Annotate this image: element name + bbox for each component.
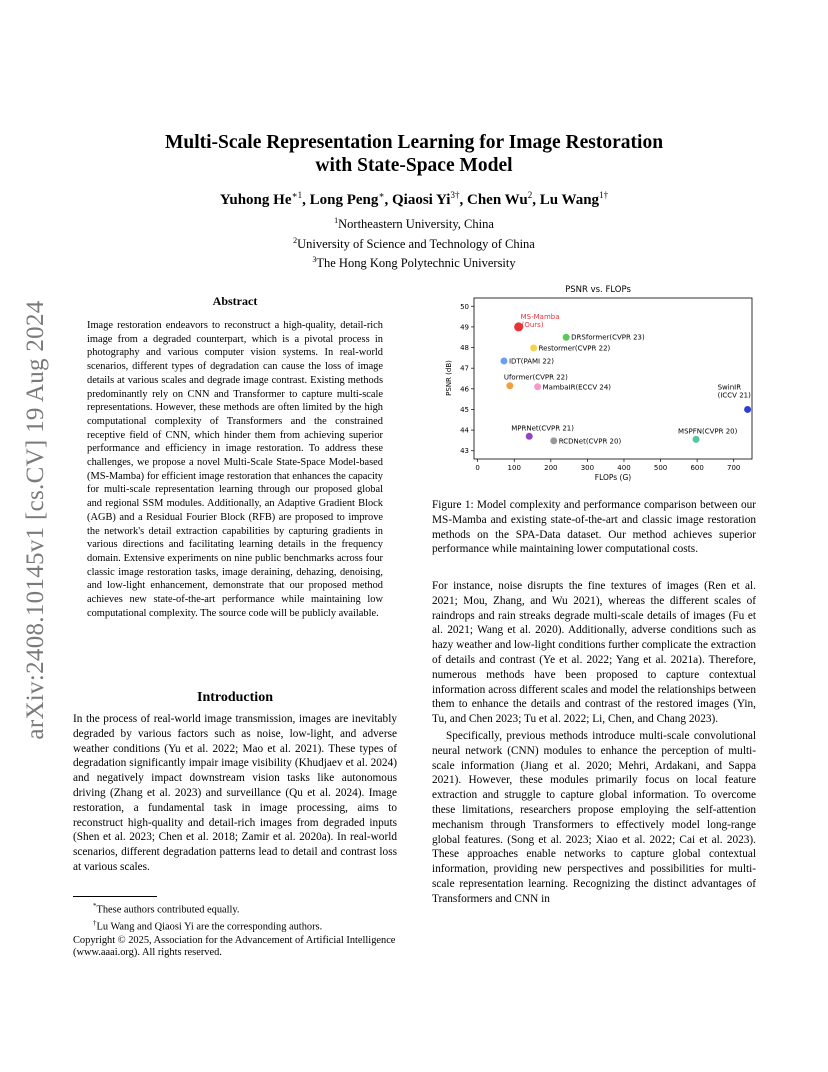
chart-title: PSNR vs. FLOPs xyxy=(565,285,631,295)
point-label: Uformer(CVPR 22) xyxy=(503,373,568,382)
author-list: Yuhong $He^{∗1}$, Long Peng∗, Qiaosi $Yi^{3\dagger}$, Chen Wu$^2$, Lu Wang$^{1\dagger}$ xyxy=(219,190,609,208)
abstract-heading: Abstract xyxy=(212,294,258,308)
x-tick-label: 0 xyxy=(475,464,480,472)
footnote-text: Lu Wang and Qiaosi Yi are the corresponding authors. xyxy=(96,921,323,933)
footnote-2 xyxy=(73,917,403,934)
affiliation-line xyxy=(0,252,828,272)
data-point xyxy=(506,382,513,389)
author-sup: ∗1 xyxy=(291,190,303,200)
author-sup: 3† xyxy=(450,190,460,200)
x-tick-label: 100 xyxy=(507,464,521,472)
y-axis-label: PSNR (dB) xyxy=(445,360,453,396)
footnote-rule xyxy=(73,896,157,897)
point-label-line2: (ICCV 21) xyxy=(717,391,751,400)
y-tick-label: 47 xyxy=(460,364,469,373)
intro-paragraph-1: In the process of real-world image transmission, images are inevitably degraded by various factors such as noise, low-light, and adverse weather conditions (Yu et al. 2022; Mao et al. 2021). These types of degradation significantly impair image visibility (Khudjaev et al. 2024) and negatively impact downstream vision tasks like autonomous driving (Zhang et al. 2023) and surveillance (Qu et al. 2024). Image restoration, a fundamental task in image processing, aims to reconstruct high-quality and detail-rich images from degraded inputs (Shen et al. 2023; Chen et al. 2018; Zamir et al. 2020a). In real-world scenarios, different degradation patterns lead to detail and contrast loss at various scales. xyxy=(73,713,397,873)
intro-column-right xyxy=(432,579,756,907)
point-label: MS-Mamba xyxy=(520,312,560,321)
data-point xyxy=(530,344,537,351)
y-tick-label: 50 xyxy=(460,302,469,311)
data-point xyxy=(563,334,570,341)
footnotes xyxy=(73,900,403,960)
affiliation-text: The Hong Kong Polytechnic University xyxy=(316,256,516,271)
affiliations xyxy=(0,213,828,272)
affiliation-line xyxy=(0,213,828,233)
footnote-text: These authors contributed equally. xyxy=(96,904,240,916)
introduction-heading: Introduction xyxy=(197,690,273,705)
footnote-mark: * xyxy=(93,902,97,910)
title-line-2: with State-Space Model xyxy=(315,155,513,176)
y-tick-label: 44 xyxy=(460,426,469,435)
x-tick-label: 600 xyxy=(690,464,704,472)
x-axis-label: FLOPs (G) xyxy=(594,473,632,482)
y-tick-label: 48 xyxy=(460,344,469,353)
data-point xyxy=(534,383,541,390)
data-point xyxy=(550,437,557,444)
point-label: DRSformer(CVPR 23) xyxy=(571,333,645,342)
affiliation-sup: 1 xyxy=(334,216,339,225)
copyright-notice: Copyright © 2025, Association for the Advancement of Artificial Intelligence (www.aaai.org). All rights reserved. xyxy=(73,934,396,959)
arxiv-identifier: arXiv:2408.10145v1 [cs.CV] 19 Aug 2024 xyxy=(22,300,49,740)
author-name: Chen Wu xyxy=(466,192,528,208)
point-label: Restormer(CVPR 22) xyxy=(538,344,611,353)
point-label: MPRNet(CVPR 21) xyxy=(511,424,575,433)
point-label: SwinIR xyxy=(717,383,742,392)
affiliation-text: University of Science and Technology of China xyxy=(297,236,535,251)
author-sup: 1† xyxy=(599,190,609,200)
affiliation-text: Northeastern University, China xyxy=(338,217,494,232)
arxiv-sidebar xyxy=(22,280,50,760)
x-tick-label: 500 xyxy=(653,464,668,472)
y-axis-ticks xyxy=(460,303,474,455)
x-tick-label: 300 xyxy=(580,464,595,472)
intro-paragraph-2: For instance, noise disrupts the fine textures of images (Ren et al. 2021; Mou, Zhang, and Wu 2021), whereas the different scales of raindrops and rain streaks degrade multi-scale details of images (Fu et al. 2021; Wang et al. 2020). Additionally, adverse conditions such as hazy weather and low-light conditions further complicate the extraction of details and contrast (Ye et al. 2022; Yang et al. 2021a). Therefore, numerous methods have been proposed to capture contextual information across different scales and model the relationships between them to enhance the details and contrast of the restored images (Yin, Tu, and Chen 2023; Tu et al. 2022; Li, Chen, and Chang 2023). xyxy=(432,580,756,726)
data-point xyxy=(500,357,507,364)
point-label: MambaIR(ECCV 24) xyxy=(542,383,612,392)
title-line-1: Multi-Scale Representation Learning for Image Restoration xyxy=(164,132,664,153)
data-point xyxy=(693,436,700,443)
data-point xyxy=(526,433,533,440)
author-name: Yuhong He xyxy=(219,192,292,208)
x-tick-label: 400 xyxy=(617,464,631,472)
author-name: Long Peng xyxy=(309,192,379,208)
affiliation-sup: 2 xyxy=(293,235,298,245)
y-tick-label: 49 xyxy=(460,323,469,332)
author-sup: ∗ xyxy=(378,190,385,200)
author-sup: 2 xyxy=(527,190,533,200)
footnote-1 xyxy=(73,900,403,917)
intro-column-left xyxy=(73,712,397,875)
figure-caption: Figure 1: Model complexity and performance comparison between our MS-Mamba and existing state-of-the-art and classic image restoration methods on the SPA-Data dataset. Our method achieves superior performance while maintaining lower computational costs. xyxy=(432,499,756,556)
footnote-mark: † xyxy=(93,919,97,928)
point-label: RCDNet(CVPR 20) xyxy=(558,437,622,446)
x-tick-label: 700 xyxy=(727,464,741,472)
data-points xyxy=(500,313,751,445)
x-tick-label: 200 xyxy=(544,464,558,472)
psnr-flops-chart xyxy=(440,280,756,488)
paper-title xyxy=(0,131,828,177)
data-point xyxy=(744,406,751,413)
author-name: Lu Wang xyxy=(539,192,600,208)
point-label: IDT(PAMI 22) xyxy=(508,357,554,366)
author-name: Qiaosi Yi xyxy=(392,192,451,208)
abstract-body: Image restoration endeavors to reconstruct a high-quality, detail-rich image from a degraded counterpart, which is a pivotal process in photography and various computer vision systems. In real-world scenarios, different types of degradation can cause the loss of image details at various scales and degrade image contrast. Existing methods predominantly rely on CNN and Transformer to capture multi-scale representations. However, these methods are often limited by the high computational complexity of Transformers and the constrained receptive field of CNN, which hinder them from achieving superior performance and efficiency in image restoration. To address these challenges, we propose a novel Multi-Scale State-Space Model-based (MS-Mamba) for efficient image restoration that enhances the capacity for multi-scale representation learning through our proposed global and regional SSM modules. Additionally, an Adaptive Gradient Block (AGB) and a Residual Fourier Block (RFB) are proposed to improve the network's detail extraction capabilities by capturing gradients in various directions and facilitating learning details in the frequency domain. Extensive experiments on nine public benchmarks across four classic image restoration tasks, image deraining, dehazing, denoising, and low-light enhancement, demonstrate that our proposed method achieves new state-of-the-art performance while maintaining low computational complexity. The source code will be publicly available. xyxy=(87,320,383,619)
x-axis-ticks xyxy=(475,459,740,472)
affiliation-sup: 3 xyxy=(312,255,317,265)
intro-paragraph-3: Specifically, previous methods introduce multi-scale convolutional neural network (CNN) modules to enhance the perception of multi-scale information (Jiang et al. 2020; Mehri, Ardakani, and Sappa 2021). However, these modules primarily focus on local feature extraction and struggle to capture global information. To overcome these limitations, researchers propose employing the self-attention mechanism through Transformers to effectively model long-range global features. (Song et al. 2023; Xiao et al. 2022; Cai et al. 2023). These approaches enable networks to capture global contextual information, providing new perspectives and possibilities for multi-scale representation learning. Recognizing the distinct advantages of Transformers and CNN in xyxy=(432,729,756,905)
y-tick-label: 46 xyxy=(460,385,469,394)
y-tick-label: 43 xyxy=(460,447,469,456)
point-label: MSPFN(CVPR 20) xyxy=(678,427,738,436)
y-tick-label: 45 xyxy=(460,405,469,414)
affiliation-line xyxy=(0,233,828,253)
point-label-line2: (Ours) xyxy=(521,320,544,329)
